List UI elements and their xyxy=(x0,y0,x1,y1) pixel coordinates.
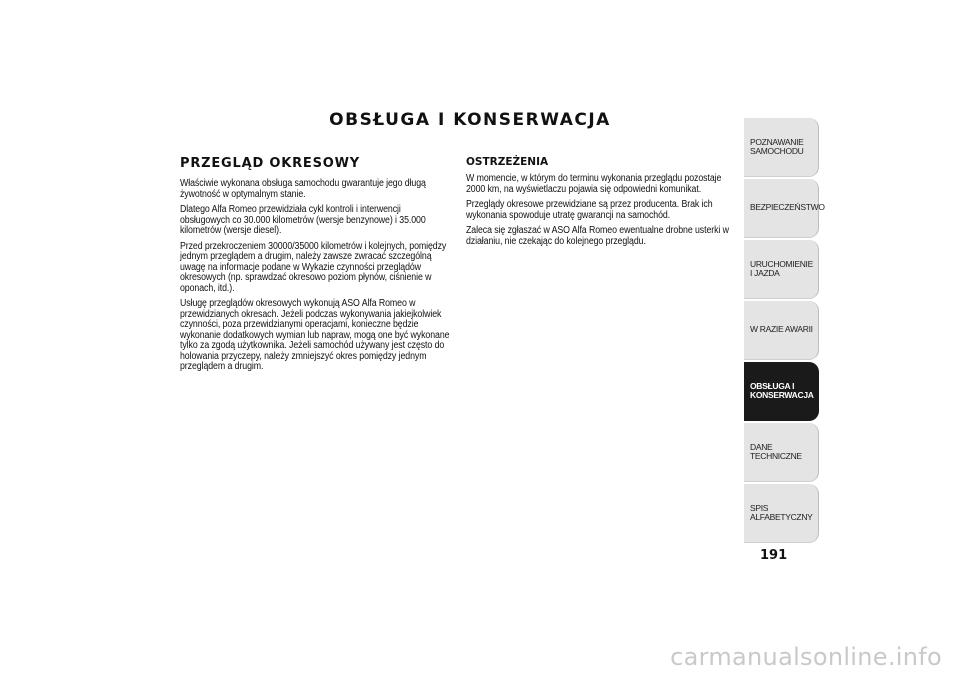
tab-poznawanie-samochodu[interactable] xyxy=(744,118,819,177)
paragraph: Przed przekroczeniem 30000/35000 kilometrów i kolejnych, pomiędzy jednym przeglądem a drugim, należy zawsze zwracać szczególną uwagę na informacje podane w Wykazie czynności przeglądów okresowych (np. sprawdzać okresowo poziom płynów, ciśnienie w oponach, itd.). xyxy=(180,240,447,294)
paragraph: Dlatego Alfa Romeo przewidziała cykl kontroli i interwencji obsługowych co 30.000 kilometrów (wersje benzynowe) i 35.000 kilometrów (wersje diesel). xyxy=(180,204,426,236)
tab-obsluga-i-konserwacja[interactable] xyxy=(744,362,819,421)
tab-label: URUCHOMIENIE I JAZDA xyxy=(750,258,813,278)
tab-label: BEZPIECZEŃSTWO xyxy=(750,202,825,213)
paragraph: Właściwie wykonana obsługa samochodu gwarantuje jego długą żywotność w optymalnym stanie. xyxy=(180,178,426,200)
tab-label: SPIS ALFABETYCZNY xyxy=(750,502,813,522)
right-column xyxy=(466,156,736,252)
tab-label: DANE TECHNICZNE xyxy=(750,441,802,461)
tab-uruchomienie-i-jazda[interactable] xyxy=(744,240,819,299)
paragraph: Usługę przeglądów okresowych wykonują ASO Alfa Romeo w przewidzianych okresach. Jeżeli podczas wykonywania jakiejkolwiek czynności, poza przewidzianymi operacjami, konieczne będzie wykonanie dodatkowych wymian lub napraw, mogą one być wykonane tylko za zgodą użytkownika. Jeżeli samochód używany jest często do holowania przyczepy, należy zmniejszyć okres pomiędzy jednym przeglądem a drugim. xyxy=(180,298,450,372)
page-number: 191 xyxy=(760,548,788,563)
watermark: carmanualsonline.info xyxy=(670,643,942,671)
chapter-tabs xyxy=(744,118,825,545)
tab-spis-alfabetyczny[interactable] xyxy=(744,484,819,543)
warning-title: OSTRZEŻENIA xyxy=(466,156,549,168)
paragraph: Przeglądy okresowe przewidziane są przez producenta. Brak ich wykonania spowoduje utratę gwarancji na samochód. xyxy=(466,199,713,221)
tab-bezpieczenstwo[interactable] xyxy=(744,179,825,238)
tab-dane-techniczne[interactable] xyxy=(744,423,819,482)
tab-label: POZNAWANIE SAMOCHODU xyxy=(750,136,804,156)
tab-label: W RAZIE AWARII xyxy=(750,324,813,335)
tab-label: OBSŁUGA I KONSERWACJA xyxy=(750,380,814,400)
paragraph: W momencie, w którym do terminu wykonania przeglądu pozostaje 2000 km, na wyświetlaczu pojawia się odpowiedni komunikat. xyxy=(466,173,722,195)
tab-w-razie-awarii[interactable] xyxy=(744,301,819,360)
left-column xyxy=(180,156,452,378)
paragraph: Zaleca się zgłaszać w ASO Alfa Romeo ewentualne drobne usterki w działaniu, nie czekając do kolejnego przeglądu. xyxy=(466,225,729,247)
page-title: OBSŁUGA I KONSERWACJA xyxy=(329,110,611,130)
section-title: PRZEGLĄD OKRESOWY xyxy=(180,156,360,171)
